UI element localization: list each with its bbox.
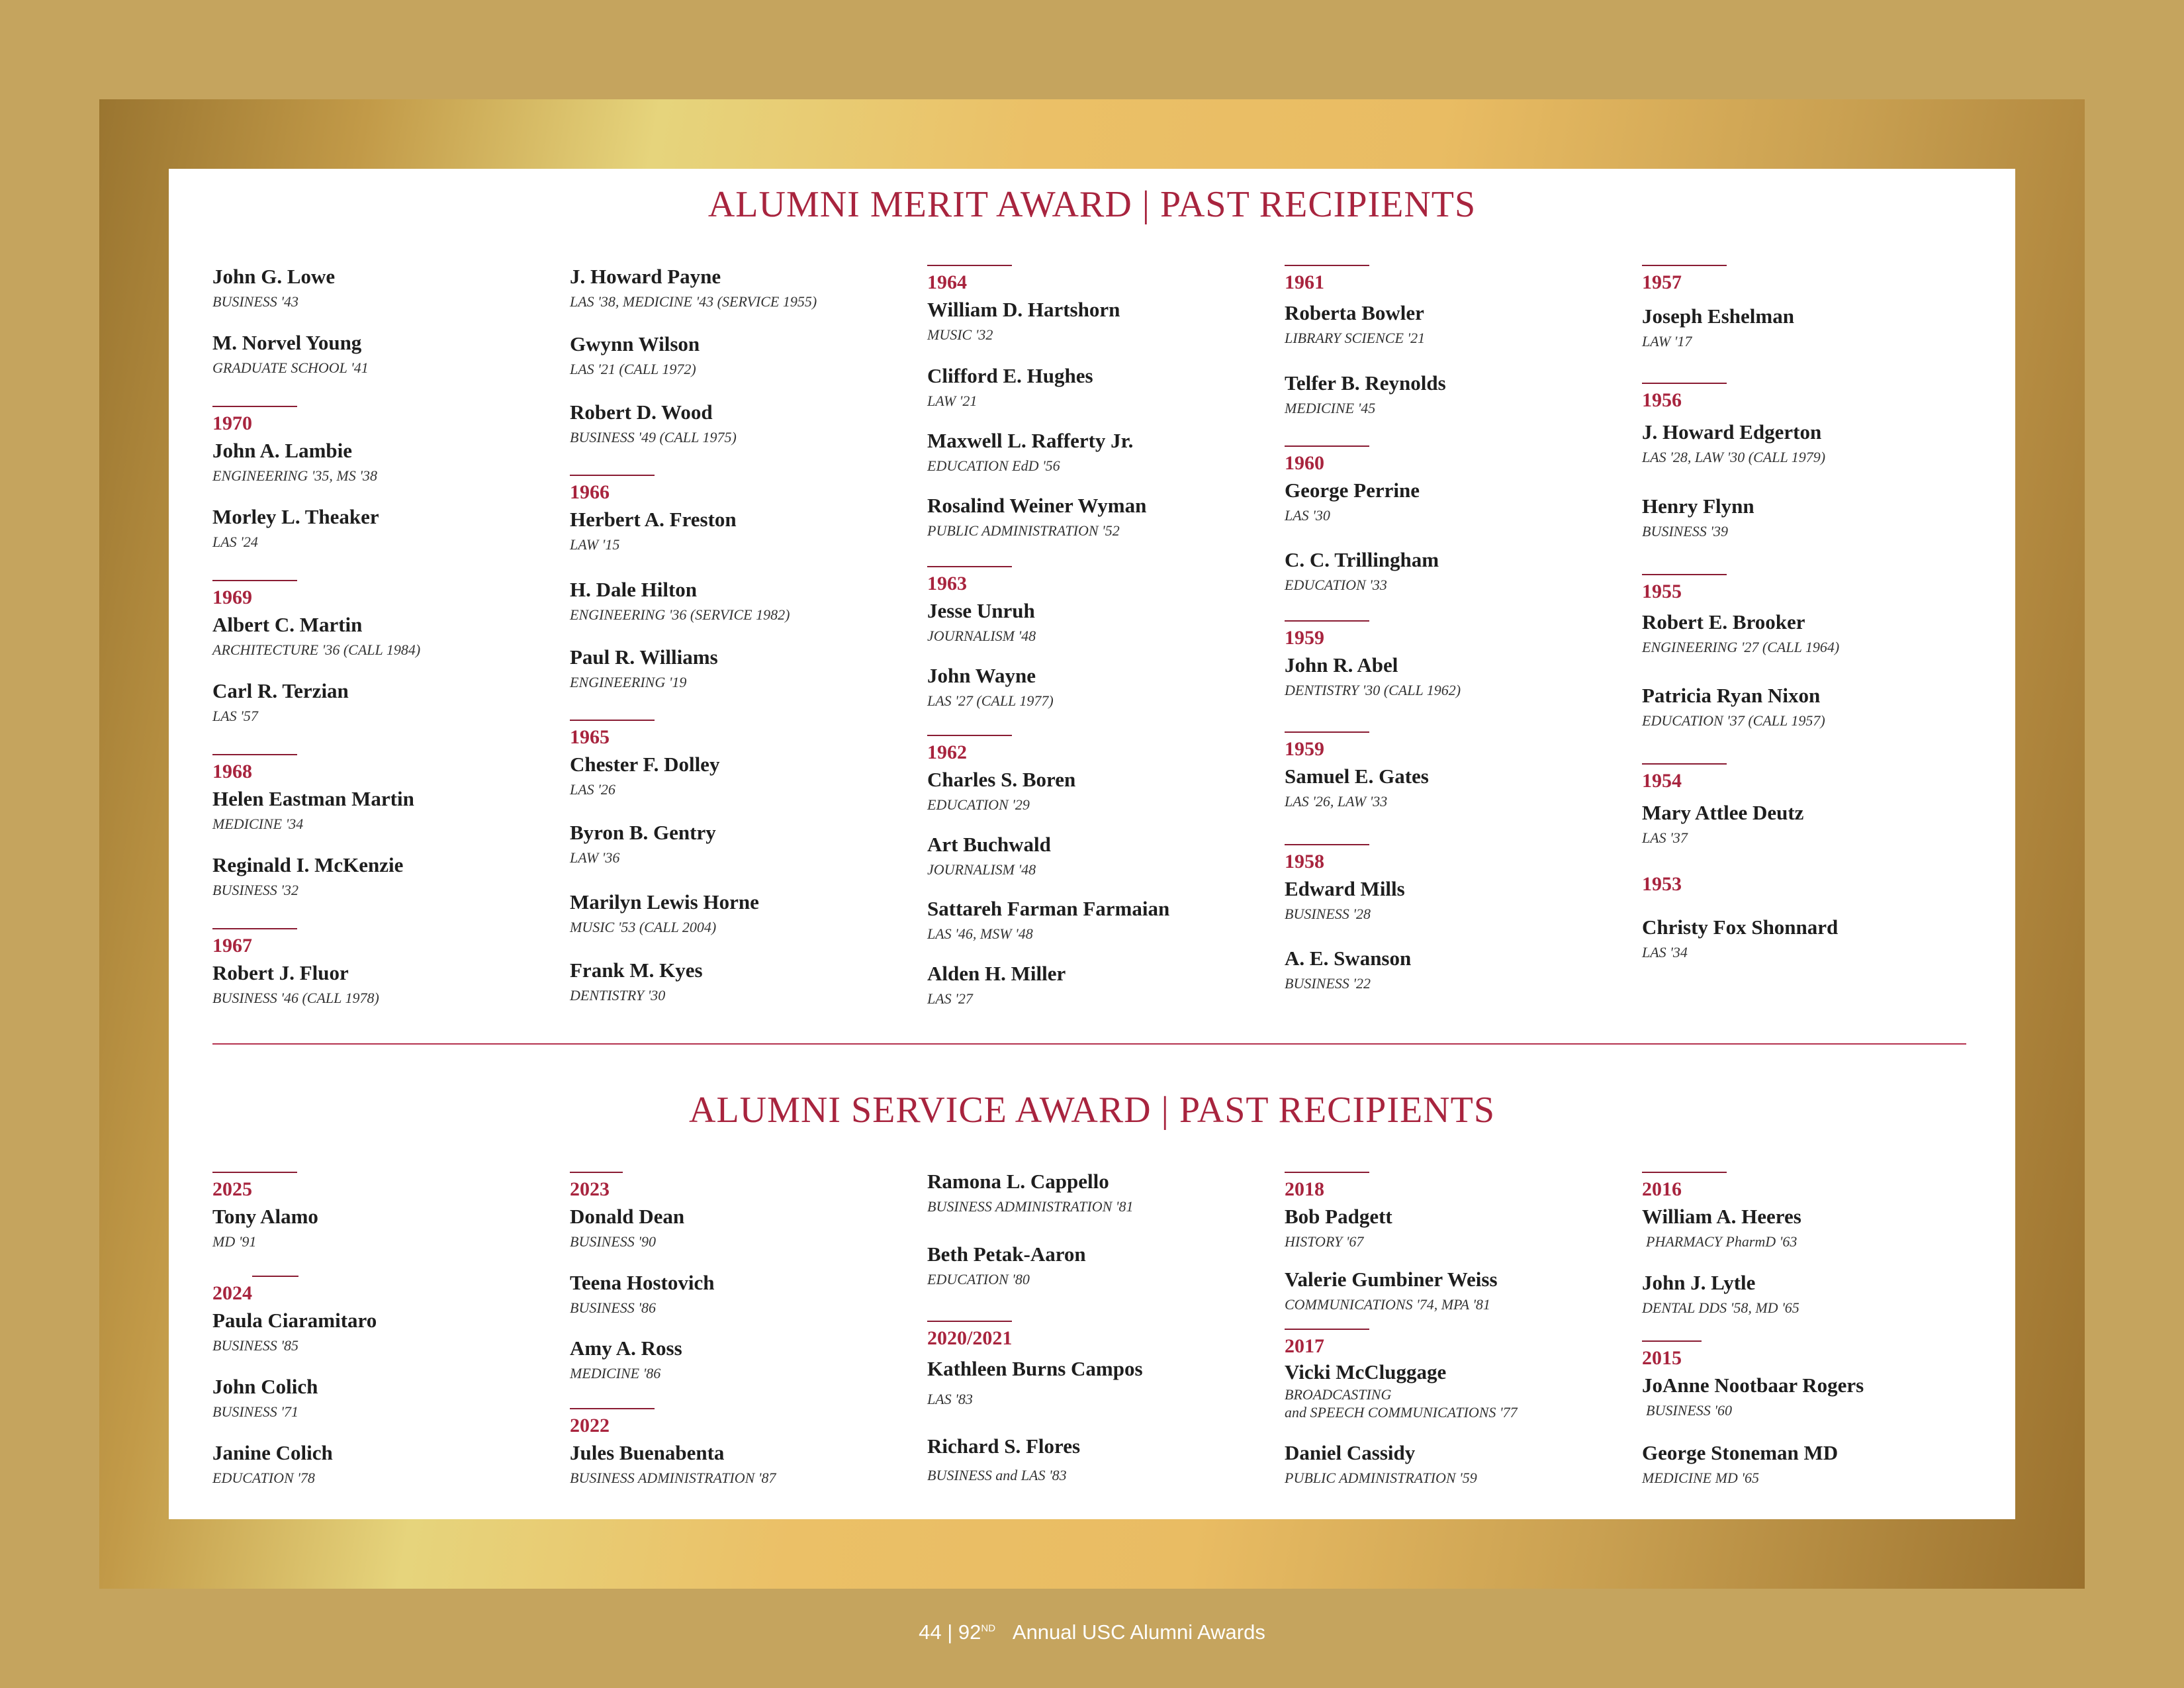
- recipient-name: George Perrine: [1285, 479, 1420, 502]
- year-text: 1956: [1642, 389, 1682, 411]
- recipient-detail: BUSINESS '71: [212, 1403, 298, 1420]
- recipient-name: Reginald I. McKenzie: [212, 853, 404, 876]
- year-text: 1961: [1285, 271, 1324, 293]
- year-label: [570, 1408, 655, 1437]
- recipient-name: Sattareh Farman Farmaian: [927, 897, 1170, 920]
- recipient-detail: BROADCASTING: [1285, 1386, 1392, 1403]
- recipient-name: Samuel E. Gates: [1285, 765, 1429, 788]
- recipient-name: Joseph Eshelman: [1642, 305, 1794, 328]
- recipient-name: Art Buchwald: [927, 833, 1051, 856]
- recipient-detail: LAS '37: [1642, 829, 1688, 846]
- year-text: 1955: [1642, 581, 1682, 602]
- year-rule: [1285, 1172, 1369, 1173]
- recipient-name: JoAnne Nootbaar Rogers: [1642, 1374, 1864, 1397]
- year-rule: [212, 580, 297, 581]
- recipient: [570, 578, 790, 624]
- recipient: [212, 1375, 318, 1421]
- recipient: [927, 1170, 1133, 1215]
- year-rule: [1642, 763, 1727, 765]
- recipient: [570, 1271, 714, 1317]
- year-rule: [1642, 265, 1727, 266]
- recipient-detail: EDUCATION '78: [212, 1470, 315, 1486]
- year-text: 2018: [1285, 1178, 1324, 1200]
- recipient: [1642, 420, 1825, 466]
- recipient: [1642, 684, 1825, 729]
- recipient: [212, 961, 379, 1007]
- recipient-detail: EDUCATION '37 (CALL 1957): [1642, 712, 1825, 729]
- year-text: 2022: [570, 1415, 610, 1436]
- content-panel: [169, 169, 2015, 1519]
- year-label: [927, 265, 1012, 294]
- recipient: [1642, 1205, 1801, 1250]
- year-label: [570, 720, 655, 749]
- recipient-name: Maxwell L. Rafferty Jr.: [927, 429, 1134, 452]
- recipient: [1642, 801, 1803, 847]
- recipient: [1285, 301, 1425, 347]
- recipient-name: John R. Abel: [1285, 653, 1398, 677]
- recipient-name: Alden H. Miller: [927, 962, 1066, 985]
- recipient-name: Morley L. Theaker: [212, 505, 379, 528]
- recipient-name: Donald Dean: [570, 1205, 685, 1228]
- recipient-name: William A. Heeres: [1642, 1205, 1801, 1228]
- recipient-detail: LAW '21: [927, 393, 978, 409]
- recipient-detail: GRADUATE SCHOOL '41: [212, 359, 369, 376]
- recipient: [927, 298, 1120, 344]
- recipient: [927, 664, 1054, 710]
- recipient: [570, 265, 817, 310]
- recipient-name: William D. Hartshorn: [927, 298, 1120, 321]
- year-rule: [927, 735, 1012, 736]
- recipient-detail: ENGINEERING '36 (SERVICE 1982): [570, 606, 790, 623]
- recipient-detail: BUSINESS '49 (CALL 1975): [570, 429, 737, 445]
- year-label: [212, 1276, 298, 1305]
- recipient-name: Clifford E. Hughes: [927, 364, 1093, 387]
- recipient: [570, 332, 700, 378]
- recipient-detail: BUSINESS '32: [212, 882, 298, 898]
- recipient: [1285, 947, 1411, 992]
- year-rule: [1642, 574, 1727, 575]
- recipient-name: H. Dale Hilton: [570, 578, 698, 601]
- recipient-detail: BUSINESS '86: [570, 1299, 656, 1316]
- recipient: [1642, 494, 1754, 540]
- recipient-detail: LAS '57: [212, 708, 258, 724]
- recipient: [212, 679, 349, 725]
- recipient: [570, 959, 703, 1004]
- recipient: [1642, 610, 1839, 656]
- recipient-detail: LAW '17: [1642, 333, 1692, 350]
- recipient: [927, 1357, 1143, 1408]
- recipient: [1285, 1205, 1392, 1250]
- year-rule: [212, 1172, 297, 1173]
- recipient-detail: LAS '83: [927, 1391, 973, 1407]
- recipient: [927, 599, 1036, 645]
- recipient: [570, 645, 718, 691]
- recipient-name: Paul R. Williams: [570, 645, 718, 669]
- recipient-name: Ramona L. Cappello: [927, 1170, 1109, 1193]
- year-label: [1285, 445, 1369, 475]
- recipient-detail: BUSINESS '90: [570, 1233, 656, 1250]
- recipient-name: M. Norvel Young: [212, 331, 362, 354]
- recipient: [212, 613, 420, 659]
- recipient-detail: BUSINESS '39: [1642, 523, 1728, 539]
- service-heading: ALUMNI SERVICE AWARD | PAST RECIPIENTS: [689, 1090, 1495, 1131]
- recipient-detail: BUSINESS ADMINISTRATION '87: [570, 1470, 776, 1486]
- year-rule: [212, 754, 297, 755]
- year-label: [1285, 844, 1369, 873]
- recipient: [1285, 371, 1446, 417]
- recipient-name: Tony Alamo: [212, 1205, 318, 1228]
- recipient-name: Charles S. Boren: [927, 768, 1076, 791]
- recipient-name: Mary Attlee Deutz: [1642, 801, 1804, 824]
- recipient-name: Robert D. Wood: [570, 400, 713, 424]
- year-text: 2020/2021: [927, 1327, 1013, 1349]
- year-label: [1285, 620, 1369, 649]
- year-rule: [1285, 731, 1369, 733]
- recipient-detail: LAW '36: [570, 849, 620, 866]
- year-rule: [570, 1172, 623, 1173]
- year-label: [1642, 383, 1727, 412]
- year-text: 2016: [1642, 1178, 1682, 1200]
- recipient: [927, 1243, 1086, 1288]
- recipient-name: John J. Lytle: [1642, 1271, 1756, 1294]
- recipient-name: Richard S. Flores: [927, 1434, 1081, 1458]
- year-text: 1953: [1642, 873, 1682, 895]
- recipient-detail: LAS '38, MEDICINE '43 (SERVICE 1955): [570, 293, 817, 310]
- recipient: [927, 897, 1169, 943]
- recipient-name: Helen Eastman Martin: [212, 787, 414, 810]
- recipient: [212, 265, 335, 310]
- year-rule: [212, 928, 297, 929]
- recipient: [927, 1434, 1080, 1484]
- recipient-detail: BUSINESS '85: [212, 1337, 298, 1354]
- recipient-detail: MEDICINE '34: [212, 816, 304, 832]
- recipient-detail: ENGINEERING '27 (CALL 1964): [1642, 639, 1840, 655]
- year-label: [570, 1172, 623, 1201]
- year-label: [1285, 731, 1369, 761]
- year-label: [1285, 1329, 1369, 1358]
- recipient-detail: MUSIC '32: [927, 326, 993, 343]
- year-rule: [570, 475, 655, 476]
- recipient-detail: LAS '27: [927, 990, 973, 1007]
- year-text: 2024: [212, 1282, 252, 1304]
- recipient-detail: PHARMACY PharmD '63: [1646, 1233, 1797, 1250]
- recipient-detail: MD '91: [212, 1233, 257, 1250]
- recipient-name: Byron B. Gentry: [570, 821, 716, 844]
- recipient-detail: BUSINESS '43: [212, 293, 298, 310]
- recipient-detail: BUSINESS '22: [1285, 975, 1371, 992]
- year-text: 2023: [570, 1178, 610, 1200]
- recipient: [1285, 1360, 1518, 1421]
- recipient: [570, 753, 719, 798]
- recipient: [1642, 1271, 1799, 1317]
- recipient: [212, 1309, 377, 1354]
- recipient: [1285, 1441, 1477, 1487]
- ordinal-suffix: ND: [981, 1622, 996, 1634]
- recipient-detail: MEDICINE '86: [570, 1365, 661, 1382]
- recipient: [927, 364, 1093, 410]
- year-rule: [1285, 265, 1369, 266]
- recipient-name: A. E. Swanson: [1285, 947, 1412, 970]
- recipient: [927, 494, 1146, 539]
- recipient: [212, 787, 414, 833]
- recipient-name: John Colich: [212, 1375, 318, 1398]
- recipient-detail: BUSINESS '60: [1646, 1402, 1732, 1419]
- recipient-detail: LAS '34: [1642, 944, 1688, 961]
- year-text: 2015: [1642, 1347, 1682, 1369]
- year-text: 1967: [212, 935, 252, 957]
- recipient: [1642, 1374, 1864, 1419]
- recipient-name: J. Howard Payne: [570, 265, 721, 288]
- recipient-detail: MUSIC '53 (CALL 2004): [570, 919, 717, 935]
- recipient-name: George Stoneman MD: [1642, 1441, 1839, 1464]
- recipient-detail: BUSINESS and LAS '83: [927, 1467, 1067, 1483]
- year-rule: [1285, 445, 1369, 447]
- year-rule: [927, 265, 1012, 266]
- recipient-name: Bob Padgett: [1285, 1205, 1392, 1228]
- year-text: 1959: [1285, 738, 1324, 760]
- recipient-detail: HISTORY '67: [1285, 1233, 1364, 1250]
- year-text: 1963: [927, 573, 967, 594]
- recipient-name: Amy A. Ross: [570, 1336, 682, 1360]
- recipient-detail: DENTAL DDS '58, MD '65: [1642, 1299, 1799, 1316]
- recipient-detail: ARCHITECTURE '36 (CALL 1984): [212, 641, 421, 658]
- page-footer: [0, 1620, 2184, 1644]
- merit-heading: ALUMNI MERIT AWARD | PAST RECIPIENTS: [707, 184, 1477, 225]
- recipient: [570, 1336, 682, 1382]
- year-label: [212, 1172, 297, 1201]
- recipient-name: Gwynn Wilson: [570, 332, 700, 355]
- year-label: [1285, 265, 1369, 294]
- recipient: [570, 821, 716, 867]
- year-text: 1959: [1285, 627, 1324, 649]
- year-label: [1642, 873, 1682, 896]
- year-rule: [570, 1408, 655, 1409]
- recipient-name: Jesse Unruh: [927, 599, 1035, 622]
- page-number: 44 | 92: [919, 1620, 981, 1644]
- recipient: [570, 890, 759, 936]
- recipient: [212, 1441, 333, 1487]
- year-text: 1958: [1285, 851, 1324, 872]
- year-label: [1642, 763, 1727, 792]
- recipient-detail: MEDICINE '45: [1285, 400, 1376, 416]
- recipient: [1285, 479, 1420, 524]
- recipient-detail: ENGINEERING '35, MS '38: [212, 467, 377, 484]
- year-label: [212, 754, 297, 783]
- year-text: 2025: [212, 1178, 252, 1200]
- recipient-detail: LAS '26: [570, 781, 615, 798]
- year-rule: [927, 1321, 1012, 1322]
- recipient-detail: DENTISTRY '30 (CALL 1962): [1285, 682, 1461, 698]
- recipient-detail: BUSINESS '46 (CALL 1978): [212, 990, 379, 1006]
- recipient: [1285, 1268, 1498, 1313]
- recipient-detail: EDUCATION '29: [927, 796, 1030, 813]
- year-label: [1642, 265, 1727, 294]
- year-rule: [1285, 1329, 1369, 1330]
- recipient-name: Patricia Ryan Nixon: [1642, 684, 1821, 707]
- recipient: [212, 439, 377, 485]
- year-rule: [212, 406, 297, 407]
- recipient-detail: LAS '28, LAW '30 (CALL 1979): [1642, 449, 1826, 465]
- recipient: [927, 962, 1066, 1008]
- year-text: 1968: [212, 761, 252, 782]
- year-label: [212, 580, 297, 609]
- recipient-detail: EDUCATION '33: [1285, 577, 1387, 593]
- recipient-name: Paula Ciaramitaro: [212, 1309, 377, 1332]
- year-text: 1962: [927, 741, 967, 763]
- recipient: [1285, 548, 1439, 594]
- year-text: 1964: [927, 271, 967, 293]
- year-text: 1966: [570, 481, 610, 503]
- recipient: [212, 1205, 318, 1250]
- recipient: [570, 400, 737, 446]
- recipient-detail: LAS '46, MSW '48: [927, 925, 1033, 942]
- year-text: 1970: [212, 412, 252, 434]
- recipient-detail: LIBRARY SCIENCE '21: [1285, 330, 1426, 346]
- recipient: [570, 1205, 684, 1250]
- recipient-name: Edward Mills: [1285, 877, 1405, 900]
- recipient: [1642, 915, 1838, 961]
- year-label: [1642, 574, 1727, 603]
- recipient-detail: PUBLIC ADMINISTRATION '52: [927, 522, 1120, 539]
- recipient-detail: LAW '15: [570, 536, 620, 553]
- year-rule: [927, 566, 1012, 567]
- recipient-name: Telfer B. Reynolds: [1285, 371, 1446, 395]
- recipient-detail: and SPEECH COMMUNICATIONS '77: [1285, 1404, 1518, 1421]
- recipient-detail: PUBLIC ADMINISTRATION '59: [1285, 1470, 1477, 1486]
- recipient-name: Janine Colich: [212, 1441, 333, 1464]
- year-label: [927, 1321, 1012, 1350]
- recipient-name: Chester F. Dolley: [570, 753, 720, 776]
- year-text: 1969: [212, 586, 252, 608]
- recipient: [1642, 305, 1794, 350]
- year-label: [212, 406, 297, 435]
- year-rule: [1642, 1340, 1702, 1342]
- recipient: [1285, 877, 1405, 923]
- recipient-name: Robert J. Fluor: [212, 961, 349, 984]
- recipient-name: Teena Hostovich: [570, 1271, 715, 1294]
- recipient: [927, 833, 1051, 878]
- recipient-name: J. Howard Edgerton: [1642, 420, 1822, 444]
- recipient-name: Carl R. Terzian: [212, 679, 349, 702]
- recipient-name: Rosalind Weiner Wyman: [927, 494, 1147, 517]
- recipient-detail: ENGINEERING '19: [570, 674, 687, 690]
- footer-title: Annual USC Alumni Awards: [1012, 1620, 1265, 1644]
- recipient-name: Frank M. Kyes: [570, 959, 703, 982]
- recipient: [927, 768, 1075, 814]
- year-label: [927, 566, 1012, 595]
- recipient-name: Daniel Cassidy: [1285, 1441, 1416, 1464]
- recipient-detail: COMMUNICATIONS '74, MPA '81: [1285, 1296, 1490, 1313]
- recipient-name: Valerie Gumbiner Weiss: [1285, 1268, 1498, 1291]
- recipient-detail: EDUCATION '80: [927, 1271, 1030, 1288]
- recipient: [1285, 765, 1429, 810]
- recipient-detail: DENTISTRY '30: [570, 987, 666, 1004]
- recipient-detail: BUSINESS ADMINISTRATION '81: [927, 1198, 1134, 1215]
- year-label: [1642, 1172, 1727, 1201]
- year-label: [1642, 1340, 1702, 1370]
- recipient-name: John G. Lowe: [212, 265, 336, 288]
- recipient-detail: EDUCATION EdD '56: [927, 457, 1060, 474]
- recipient-name: Kathleen Burns Campos: [927, 1357, 1143, 1380]
- recipient-name: Albert C. Martin: [212, 613, 363, 636]
- year-text: 1954: [1642, 770, 1682, 792]
- recipient-name: Roberta Bowler: [1285, 301, 1424, 324]
- recipient: [1642, 1441, 1838, 1487]
- recipient: [1285, 653, 1461, 699]
- recipient-detail: LAS '26, LAW '33: [1285, 793, 1388, 810]
- year-rule: [1642, 383, 1727, 384]
- year-rule: [1285, 844, 1369, 845]
- section-divider: [212, 1043, 1966, 1045]
- year-rule: [1642, 1172, 1727, 1173]
- recipient: [212, 331, 369, 377]
- year-text: 1960: [1285, 452, 1324, 474]
- recipient-name: Henry Flynn: [1642, 494, 1754, 518]
- recipient-name: Marilyn Lewis Horne: [570, 890, 759, 914]
- year-rule: [1285, 620, 1369, 622]
- recipient-name: John A. Lambie: [212, 439, 353, 462]
- recipient: [927, 429, 1133, 475]
- recipient-name: Herbert A. Freston: [570, 508, 737, 531]
- recipient-detail: LAS '27 (CALL 1977): [927, 692, 1054, 709]
- year-label: [212, 928, 297, 957]
- year-text: 1965: [570, 726, 610, 748]
- recipient: [570, 1441, 776, 1487]
- recipient-detail: BUSINESS '28: [1285, 906, 1371, 922]
- recipient: [570, 508, 737, 553]
- recipient-detail: LAS '30: [1285, 507, 1330, 524]
- recipient-name: C. C. Trillingham: [1285, 548, 1439, 571]
- year-text: 2017: [1285, 1335, 1324, 1357]
- year-label: [1285, 1172, 1369, 1201]
- recipient: [212, 505, 379, 551]
- recipient-detail: JOURNALISM '48: [927, 628, 1036, 644]
- year-label: [570, 475, 655, 504]
- year-text: 1957: [1642, 271, 1682, 293]
- recipient-detail: MEDICINE MD '65: [1642, 1470, 1760, 1486]
- recipient-detail: JOURNALISM '48: [927, 861, 1036, 878]
- recipient-name: John Wayne: [927, 664, 1036, 687]
- recipient-name: Robert E. Brooker: [1642, 610, 1805, 633]
- year-rule: [252, 1276, 298, 1277]
- year-rule: [570, 720, 655, 721]
- recipient-name: Christy Fox Shonnard: [1642, 915, 1839, 939]
- year-label: [927, 735, 1012, 764]
- recipient-name: Vicki McCluggage: [1285, 1360, 1447, 1383]
- recipient-detail: LAS '24: [212, 534, 258, 550]
- recipient-name: Beth Petak-Aaron: [927, 1243, 1086, 1266]
- recipient: [212, 853, 403, 899]
- recipient-name: Jules Buenabenta: [570, 1441, 725, 1464]
- recipient-detail: LAS '21 (CALL 1972): [570, 361, 696, 377]
